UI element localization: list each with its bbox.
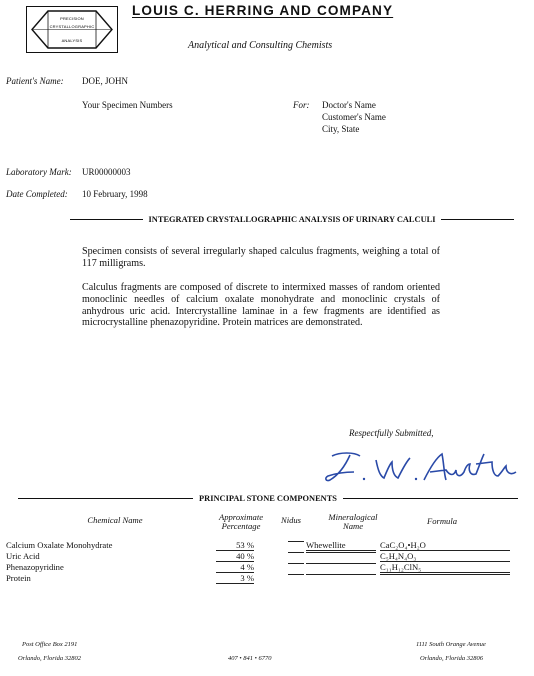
date-completed-label: Date Completed:	[6, 189, 68, 199]
col-approx-line-2: Percentage	[221, 521, 261, 532]
recipient-line-1: Doctor's Name	[322, 100, 376, 110]
recipient-line-2: Customer's Name	[322, 112, 386, 122]
row-1-percentage: 53 %	[216, 541, 254, 551]
specimen-numbers: Your Specimen Numbers	[82, 100, 173, 110]
rule-right	[343, 498, 518, 499]
components-title: PRINCIPAL STONE COMPONENTS	[199, 494, 337, 503]
col-mineralogical-name	[316, 513, 390, 532]
col-nidus: Nidus	[280, 515, 302, 525]
for-label: For:	[293, 100, 310, 110]
respectfully-submitted-label: Respectfully Submitted,	[349, 428, 434, 438]
logo-line-2: CRYSTALLOGRAPHIC	[49, 24, 95, 29]
row-3-percentage: 4 %	[216, 563, 254, 573]
rule-right	[441, 219, 514, 220]
row-4-chemical: Protein	[6, 573, 31, 583]
col-approx-percentage	[206, 513, 276, 532]
date-completed: 10 February, 1998	[82, 189, 148, 199]
row-3-nidus	[288, 563, 304, 564]
analysis-paragraph-1: Specimen consists of several irregularly shaped calculus fragments, weighing a total of 117 milligrams.	[82, 246, 440, 269]
row-2-formula: C₅H₄N₄O₃	[380, 552, 510, 562]
recipient-line-3: City, State	[322, 124, 360, 134]
company-logo	[26, 6, 118, 53]
row-4-mineral	[306, 574, 376, 575]
analysis-paragraph-2: Calculus fragments are composed of discrete to intermixed masses of random oriented monoclinic needles of calcium oxalate monohydrate and monoclinic crystals of anhydrous uric acid. Intercrystalline laminae in a few fragments are identified as microcrystalline phenazopyridine. Protein matrices are demonstrated.	[82, 282, 440, 329]
laboratory-mark-label: Laboratory Mark:	[6, 167, 72, 177]
logo-line-1: PRECISION	[60, 16, 84, 21]
row-4-percentage: 3 %	[216, 574, 254, 584]
patient-name-label: Patient's Name:	[6, 76, 64, 86]
logo-line-3: ANALYSIS	[61, 38, 83, 43]
row-2-chemical: Uric Acid	[6, 551, 40, 561]
col-chemical-name: Chemical Name	[87, 515, 143, 525]
col-mineral-line-1: Mineralogical	[328, 512, 378, 522]
row-3-chemical: Phenazopyridine	[6, 562, 64, 572]
handwritten-signature	[320, 446, 520, 488]
row-2-mineral	[306, 552, 376, 553]
company-name: LOUIS C. HERRING AND COMPANY	[132, 3, 394, 18]
row-1-nidus	[288, 541, 304, 542]
footer-po-box: Post Office Box 2191	[22, 641, 78, 648]
row-1-chemical: Calcium Oxalate Monohydrate	[6, 540, 113, 550]
col-formula: Formula	[426, 516, 458, 526]
col-mineral-line-2: Name	[342, 521, 364, 532]
rule-left	[70, 219, 143, 220]
footer-left-city: Orlando, Florida 32802	[18, 655, 82, 662]
company-tagline: Analytical and Consulting Chemists	[188, 40, 333, 51]
row-4-nidus	[288, 574, 304, 575]
row-3-mineral	[306, 563, 376, 564]
rule-left	[18, 498, 193, 499]
row-1-mineral: Whewellite	[306, 541, 376, 551]
footer-street: 1111 South Orange Avenue	[416, 641, 486, 648]
footer-phone: 407 • 841 • 6770	[228, 655, 272, 662]
row-3-formula: C₁₁H₁₂ClN₅	[380, 563, 510, 573]
laboratory-mark: UR00000003	[82, 167, 131, 177]
row-2-nidus	[288, 552, 304, 553]
patient-name: DOE, JOHN	[82, 76, 128, 86]
analysis-title-rule	[70, 215, 514, 224]
row-2-percentage: 40 %	[216, 552, 254, 562]
analysis-title: INTEGRATED CRYSTALLOGRAPHIC ANALYSIS OF URINARY CALCULI	[148, 215, 436, 224]
footer-right-city: Orlando, Florida 32806	[420, 655, 484, 662]
row-1-formula: CaC₂O₄•H₂O	[380, 541, 510, 551]
components-title-rule	[18, 494, 518, 503]
col-approx-line-1: Approximate	[218, 512, 264, 522]
row-4-formula	[380, 574, 510, 575]
